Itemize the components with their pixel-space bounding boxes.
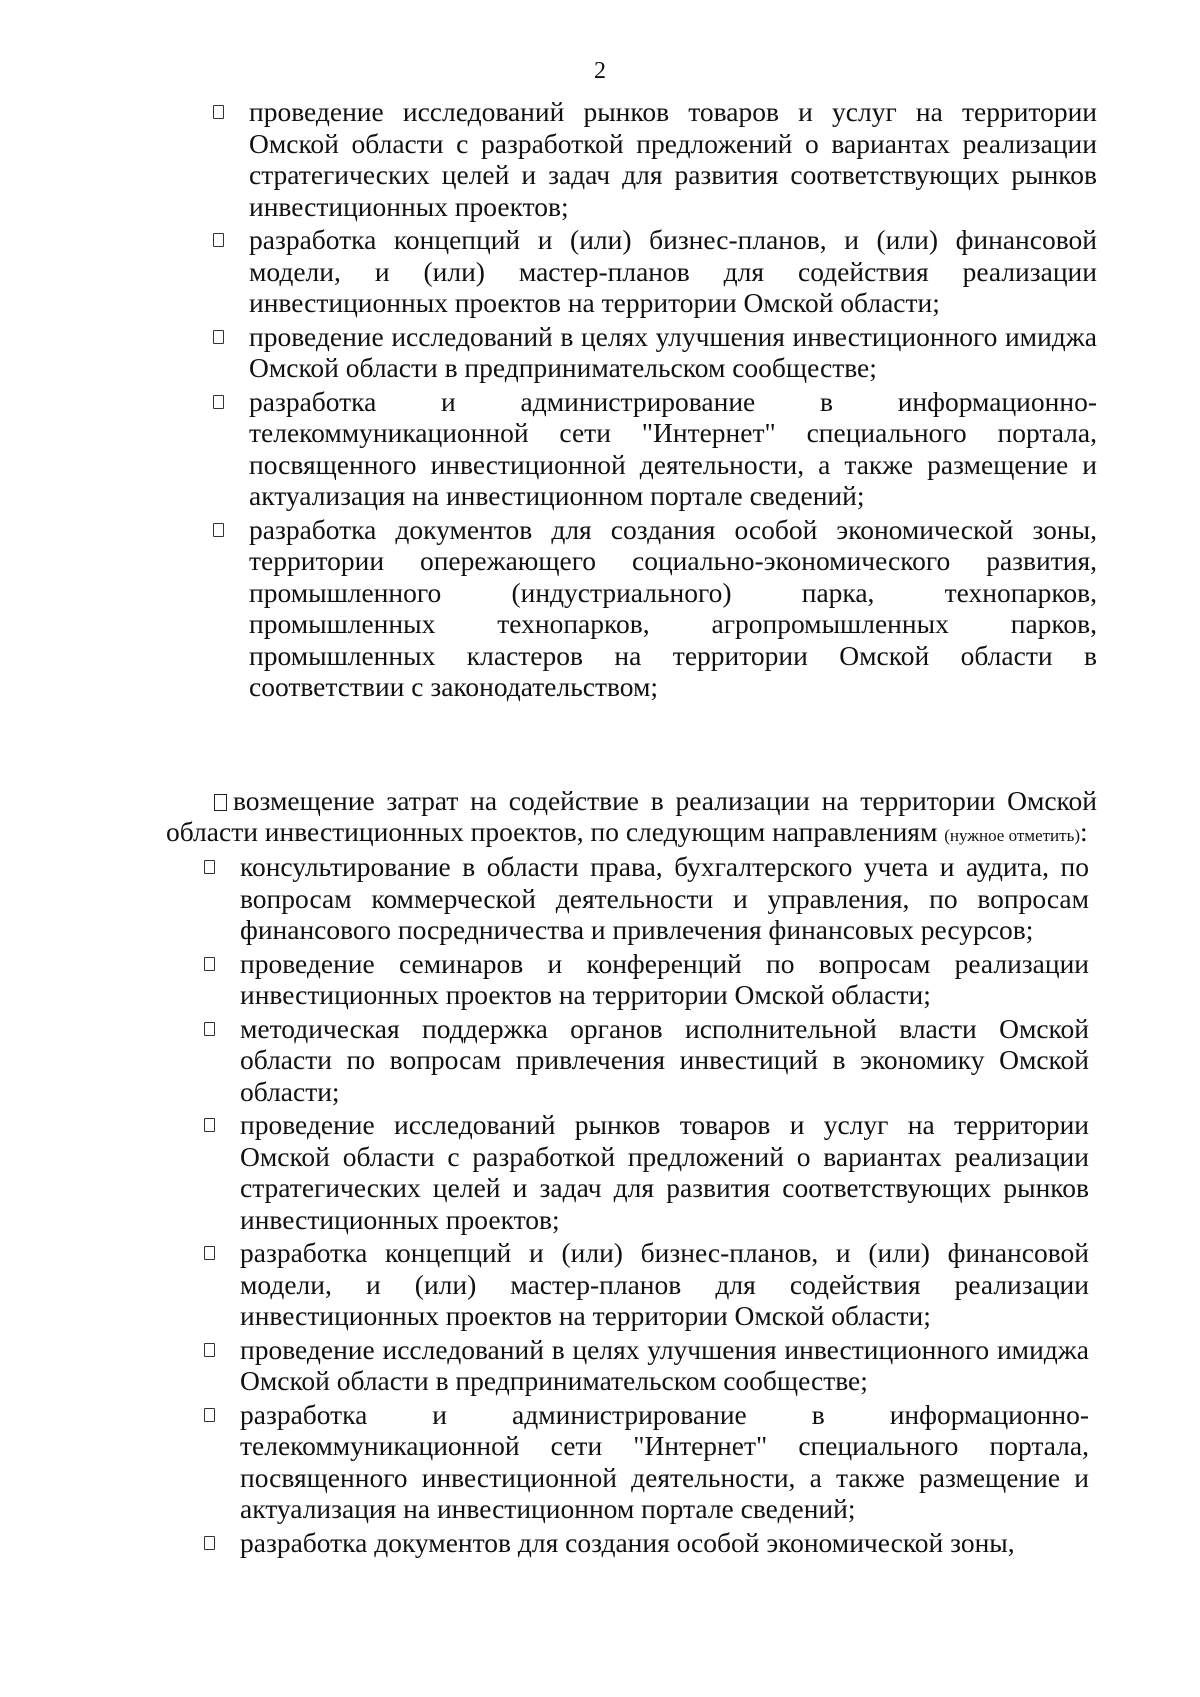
list-item-text: разработка и администрирование в информационно-телекоммуникационной сети "Интернет" специального портала, посвященного инвестиционной деятельности, а также размещение и актуализация на инвестиционном портале сведений; xyxy=(240,1398,1089,1524)
checkbox-icon[interactable] xyxy=(204,1408,215,1422)
checkbox-icon[interactable] xyxy=(213,233,224,247)
list-item xyxy=(202,1334,1089,1397)
list-item-text: разработка концепций и (или) бизнес-планов, и (или) финансовой модели, и (или) мастер-планов для содействия реализации инвестиционных проектов на территории Омской области; xyxy=(249,224,1097,318)
checkbox-icon[interactable] xyxy=(213,105,224,119)
checkbox-icon[interactable] xyxy=(213,330,224,344)
checkbox-icon[interactable] xyxy=(204,1343,215,1357)
list-item xyxy=(202,948,1089,1011)
list-item-text: проведение исследований в целях улучшения инвестиционного имиджа Омской области в предпринимательском сообществе; xyxy=(240,1333,1089,1396)
checkbox-icon[interactable] xyxy=(204,1536,215,1550)
section-intro-paragraph xyxy=(166,785,1097,852)
list-item-text: консультирование в области права, бухгалтерского учета и аудита, по вопросам коммерческой деятельности и управления, по вопросам финансового посредничества и привлечения финансовых ресурсов; xyxy=(240,851,1089,945)
list-item-text: разработка концепций и (или) бизнес-планов, и (или) финансовой модели, и (или) мастер-планов для содействия реализации инвестиционных проектов на территории Омской области; xyxy=(240,1237,1089,1331)
checkbox-list-bottom xyxy=(202,851,1089,1560)
list-item xyxy=(211,514,1097,703)
list-item-text: проведение исследований рынков товаров и услуг на территории Омской области с разработкой предложений о вариантах реализации стратегических целей и задач для развития соответствующих рынков инвестиционных проектов; xyxy=(240,1109,1089,1235)
list-item-text: разработка документов для создания особой экономической зоны, территории опережающего социально-экономического развития, промышленного (индустриального) парка, технопарков, промышленных технопарков, агропромышленных парков, промышленных кластеров на территории Омской области в соответствии с законодательством; xyxy=(249,513,1097,702)
list-item xyxy=(211,96,1097,222)
list-item xyxy=(202,1527,1089,1559)
checkbox-icon[interactable] xyxy=(204,1246,215,1260)
list-item-text: разработка и администрирование в информационно-телекоммуникационной сети "Интернет" специального портала, посвященного инвестиционной деятельности, а также размещение и актуализация на инвестиционном портале сведений; xyxy=(249,385,1097,511)
page-number: 2 xyxy=(594,58,606,84)
list-item xyxy=(202,851,1089,946)
intro-note: (нужное отметить) xyxy=(944,826,1080,845)
checkbox-icon[interactable] xyxy=(204,1022,215,1036)
list-item-text: проведение исследований рынков товаров и услуг на территории Омской области с разработкой предложений о вариантах реализации стратегических целей и задач для развития соответствующих рынков инвестиционных проектов; xyxy=(249,96,1097,222)
list-item xyxy=(202,1237,1089,1332)
list-item xyxy=(202,1013,1089,1108)
checkbox-icon[interactable] xyxy=(213,395,224,409)
list-item xyxy=(211,224,1097,319)
list-item-text: проведение исследований в целях улучшения инвестиционного имиджа Омской области в предпринимательском сообществе; xyxy=(249,320,1097,383)
list-item-text: методическая поддержка органов исполнительной власти Омской области по вопросам привлечения инвестиций в экономику Омской области; xyxy=(240,1012,1089,1107)
list-item xyxy=(202,1109,1089,1235)
list-item-text: проведение семинаров и конференций по вопросам реализации инвестиционных проектов на территории Омской области; xyxy=(240,947,1089,1010)
list-item xyxy=(202,1399,1089,1525)
list-item xyxy=(211,321,1097,384)
intro-text: возмещение затрат на содействие в реализации на территории Омской области инвестиционных проектов, по следующим направлениям xyxy=(166,784,1097,847)
checkbox-icon[interactable] xyxy=(204,957,215,971)
checkbox-icon[interactable] xyxy=(214,794,227,811)
checkbox-icon[interactable] xyxy=(213,523,224,537)
list-item-text: разработка документов для создания особой экономической зоны, xyxy=(240,1526,1015,1558)
checkbox-list-top xyxy=(211,96,1097,705)
checkbox-icon[interactable] xyxy=(204,860,215,874)
intro-tail: : xyxy=(1079,816,1088,847)
list-item xyxy=(211,386,1097,512)
checkbox-icon[interactable] xyxy=(204,1118,215,1132)
